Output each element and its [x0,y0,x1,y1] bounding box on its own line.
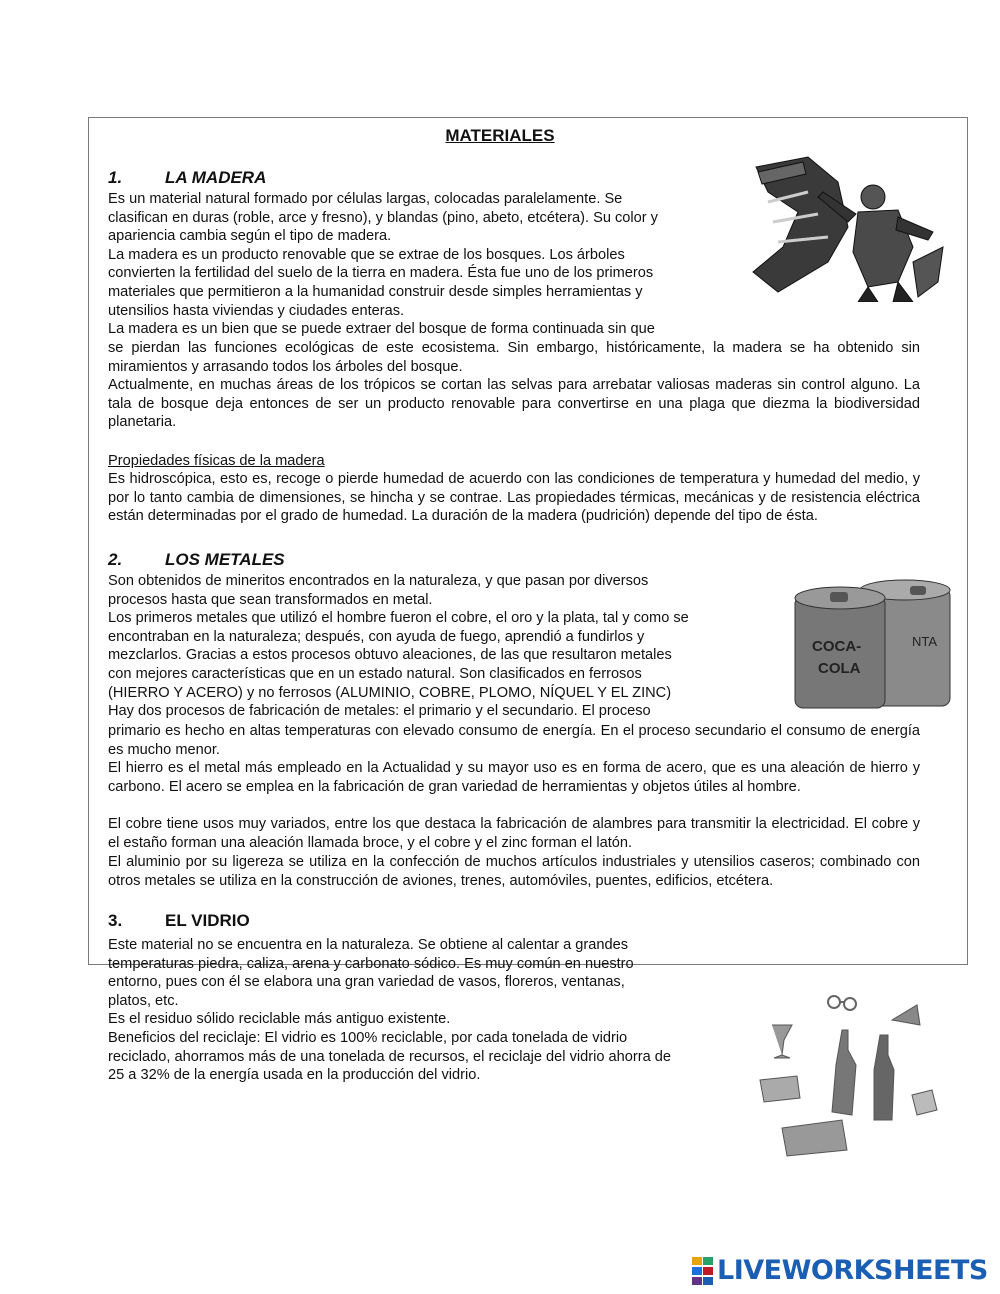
liveworksheets-logo [692,1256,988,1286]
madera-paragraph-1: se pierdan las funciones ecológicas de este ecosistema. Sin embargo, históricamente, la madera se ha obtenido sin miramientos y arrasando todos los árboles del bosque. [108,340,920,375]
text-line: entorno, pues con él se elabora una gran variedad de vasos, floreros, ventanas, [108,974,625,991]
text-line: (HIERRO Y ACERO) y no ferrosos (ALUMINIO, COBRE, PLOMO, NÍQUEL Y EL ZINC) [108,684,672,701]
madera-paragraph-2: Actualmente, en muchas áreas de los trópicos se cortan las selvas para arrebatar valiosas maderas sin control alguno. La tala de bosque deja entonces de ser un producto renovable para convertirse en una plaga que diezma la biodiversidad planetaria. [108,377,920,431]
vidrio-text [108,936,738,1085]
section-number: 2. [108,550,123,569]
section-heading-vidrio [108,911,250,931]
text-line: utensilios hasta viviendas y ciudades enteras. [108,302,405,319]
text-line: clasifican en duras (roble, arce y fresno), y blandas (pino, abeto, etcétera). Su color y [108,209,658,226]
section-number: 3. [108,911,123,930]
metales-paragraph-2: El hierro es el metal más empleado en la Actualidad y su mayor uso es en forma de acero, que es una aleación de hierro y carbono. El acero se emplea en la fabricación de gran variedad de herramientas y objetos útiles al hombre. [108,760,920,795]
text-line: Beneficios del reciclaje: El vidrio es 100% reciclable, por cada tonelada de vidrio [108,1029,628,1046]
madera-intro-text [108,190,726,339]
text-line: La madera es un bien que se puede extraer del bosque de forma continuada sin que [108,321,655,338]
logo-mark-icon [692,1257,714,1285]
text-line: mezclarlos. Gracias a estos procesos obtuvo aleaciones, de las que resultaron metales [108,647,672,664]
text-line: 25 a 32% de la energía usada en la producción del vidrio. [108,1067,481,1084]
metales-paragraph-3: El cobre tiene usos muy variados, entre los que destaca la fabricación de alambres para transmitir la electricidad. El cobre y el estaño forman una aleación llamada broce, y el cobre y el zinc forman el latón. [108,816,920,851]
can-label-3: NTA [912,634,938,649]
can-label-1: COCA- [812,638,862,655]
text-line: Son obtenidos de mineritos encontrados en la naturaleza, y que pasan por diversos [108,573,649,589]
text-line: Este material no se encuentra en la naturaleza. Se obtiene al calentar a grandes [108,937,629,953]
woodcutter-illustration [748,152,948,302]
brand-name: LIVEWORKSHEETS [717,1255,988,1286]
text-line: apariencia cambia según el tipo de madera. [108,228,392,245]
metales-paragraph-4: El aluminio por su ligereza se utiliza en la confección de muchos artículos industriales y utensilios caseros; combinado con otros metales se utiliza en la construcción de aviones, trenes, automóviles, puentes, edificios, etcétera. [108,854,920,889]
section-title: LA MADERA [165,168,267,187]
text-line: Es un material natural formado por células largas, colocadas paralelamente. Se [108,191,623,207]
madera-properties-title: Propiedades físicas de la madera [108,453,325,469]
section-title: LOS METALES [165,550,285,569]
section-heading-madera [108,168,266,188]
text-line: temperaturas piedra, caliza, arena y carbonato sódico. Es muy común en nuestro [108,955,634,972]
text-line: La madera es un producto renovable que se extrae de los bosques. Los árboles [108,246,625,263]
madera-properties-text: Es hidroscópica, esto es, recoge o pierde humedad de acuerdo con las condiciones de temperatura y humedad del medio, y por lo tanto cambia de dimensiones, se hincha y se contrae. Las propiedades térmicas, mecánicas y de resistencia eléctrica están determinadas por el grado de humedad. La duración de la madera (pudrición) depende del tipo de ésta. [108,471,920,525]
section-heading-metales [108,550,285,570]
text-line: platos, etc. [108,992,179,1009]
metales-paragraph-1: primario es hecho en altas temperaturas con elevado consumo de energía. En el proceso secundario el consumo de energía es mucho menor. [108,723,920,758]
metales-intro-text [108,572,764,721]
text-line: materiales que permitieron a la humanidad construir desde simples herramientas y [108,283,643,300]
text-line: reciclado, ahorramos más de una tonelada de recursos, el reciclaje del vidrio ahorra de [108,1048,671,1065]
section-title: EL VIDRIO [165,911,250,930]
text-line: procesos hasta que sean transformados en metal. [108,591,433,608]
glass-objects-illustration [742,980,957,1162]
text-line: Es el residuo sólido reciclable más antiguo existente. [108,1011,451,1028]
section-number: 1. [108,168,123,187]
page-title: MATERIALES [445,126,555,145]
text-line: convierten la fertilidad del suelo de la tierra en madera. Ésta fue uno de los primeros [108,265,654,282]
text-line: con mejores características que en un estado natural. Son clasificados en ferrosos [108,665,642,682]
text-line: Los primeros metales que utilizó el hombre fueron el cobre, el oro y la plata, tal y como se [108,610,689,627]
soda-cans-illustration [790,576,960,711]
can-label-2: COLA [818,660,861,677]
text-line: encontraban en la naturaleza; después, con ayuda de fuego, aprendió a fundirlos y [108,628,645,645]
text-line: Hay dos procesos de fabricación de metales: el primario y el secundario. El proceso [108,703,651,720]
